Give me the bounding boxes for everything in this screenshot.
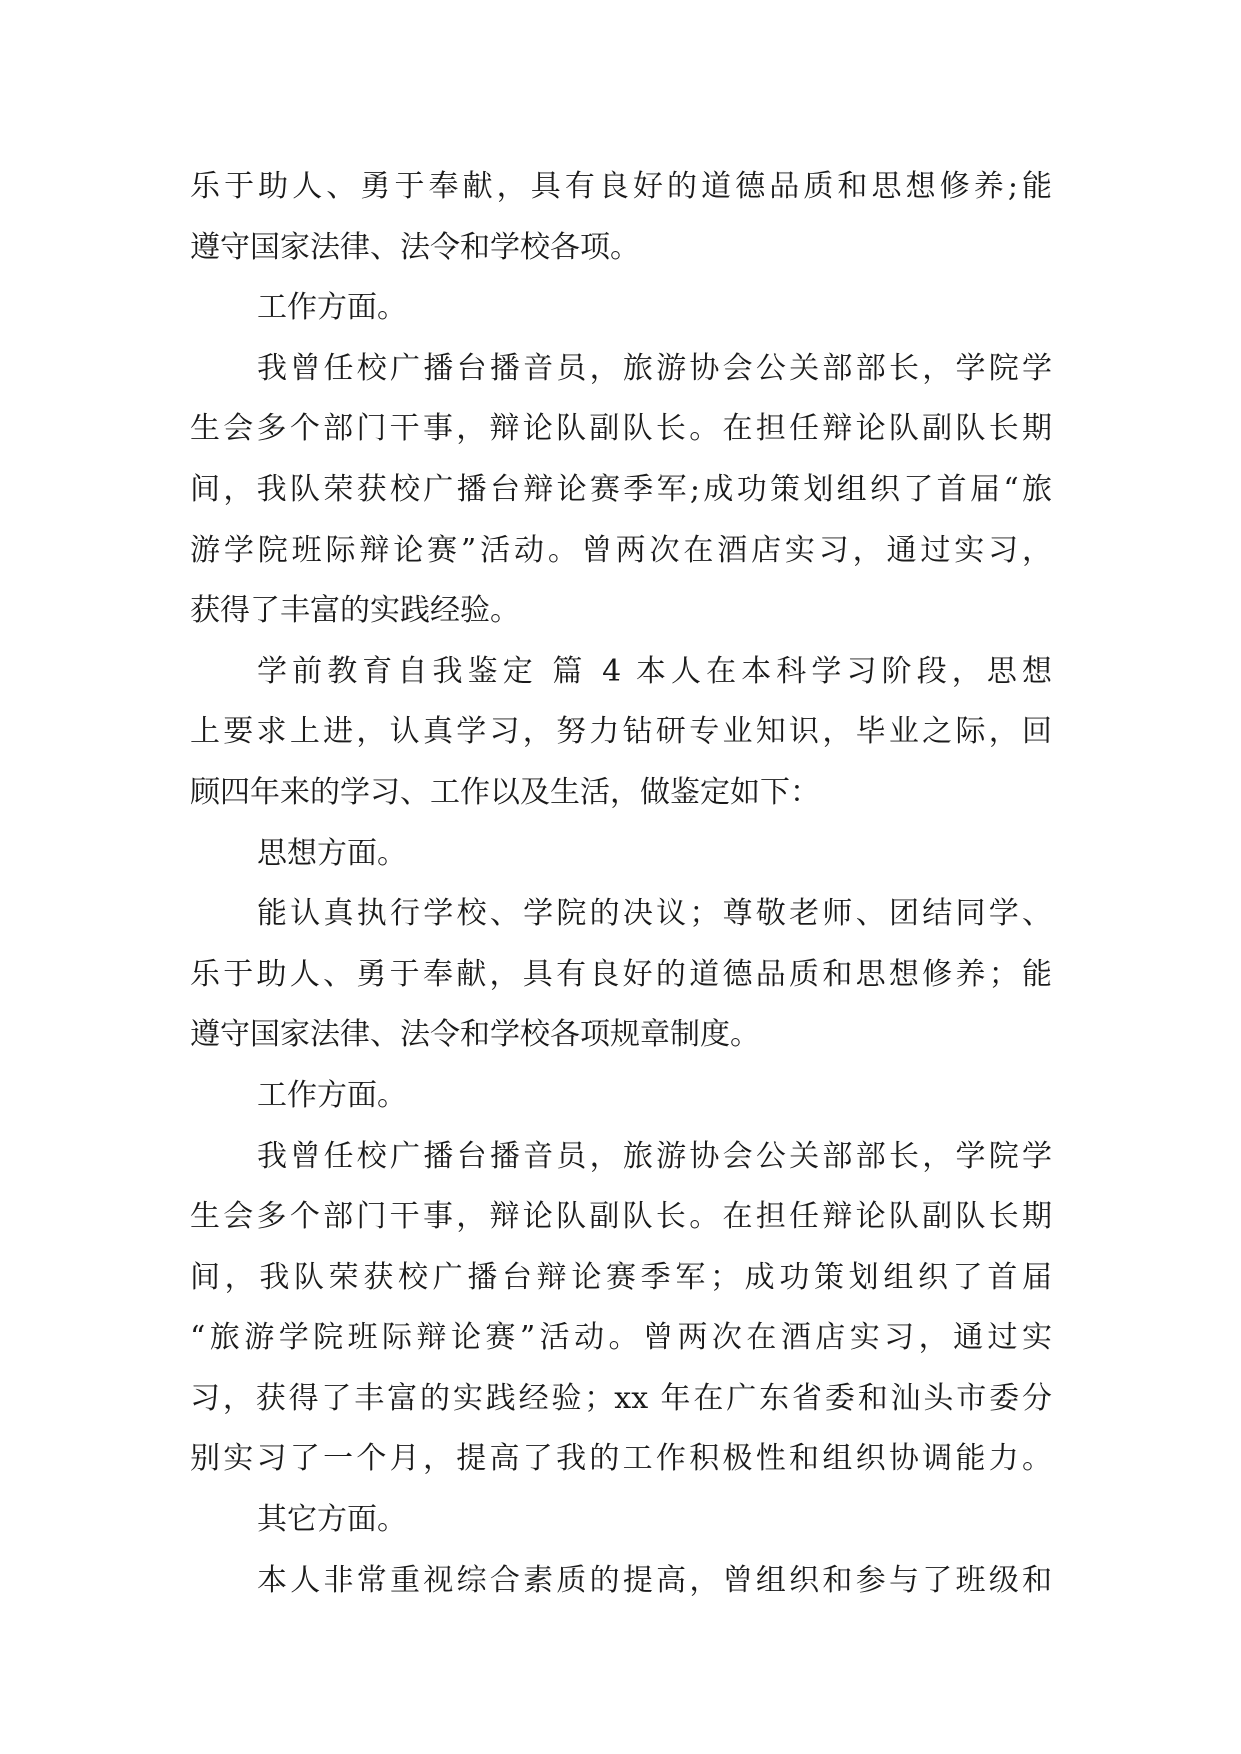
text-line: 获得了丰富的实践经验。 xyxy=(190,593,520,629)
text-line: 顾四年来的学习、工作以及生活，做鉴定如下： xyxy=(190,774,820,810)
text-line: 工作方面。 xyxy=(257,290,407,326)
text-line: 学前教育自我鉴定 篇 4 本人在本科学习阶段，思想 xyxy=(257,653,1052,689)
text-line: 生会多个部门干事，辩论队副队长。在担任辩论队副队长期 xyxy=(190,411,1052,447)
text-line: 游学院班际辩论赛”活动。曾两次在酒店实习，通过实习， xyxy=(190,532,1052,568)
text-line: 遵守国家法律、法令和学校各项规章制度。 xyxy=(190,1017,760,1053)
text-line: 上要求上进，认真学习，努力钻研专业知识，毕业之际，回 xyxy=(190,714,1052,750)
text-line: 乐于助人、勇于奉献，具有良好的道德品质和思想修养；能 xyxy=(190,956,1052,992)
text-line: 习，获得了丰富的实践经验；xx 年在广东省委和汕头市委分 xyxy=(190,1380,1052,1416)
text-line: 其它方面。 xyxy=(257,1502,407,1538)
text-line: 能认真执行学校、学院的决议；尊敬老师、团结同学、 xyxy=(257,896,1052,932)
text-line: 思想方面。 xyxy=(257,835,407,871)
text-line: 间，我队荣获校广播台辩论赛季军；成功策划组织了首届 xyxy=(190,1259,1052,1295)
text-line: 乐于助人、勇于奉献，具有良好的道德品质和思想修养;能 xyxy=(190,169,1052,204)
text-line: 别实习了一个月，提高了我的工作积极性和组织协调能力。 xyxy=(190,1441,1052,1477)
text-line: 遵守国家法律、法令和学校各项。 xyxy=(190,229,640,265)
text-line: “旅游学院班际辩论赛”活动。曾两次在酒店实习，通过实 xyxy=(190,1320,1052,1356)
document-body xyxy=(190,157,1052,1611)
text-line: 本人非常重视综合素质的提高，曾组织和参与了班级和 xyxy=(257,1562,1052,1598)
text-line: 我曾任校广播台播音员，旅游协会公关部部长，学院学 xyxy=(257,1138,1052,1174)
text-line: 我曾任校广播台播音员，旅游协会公关部部长，学院学 xyxy=(257,350,1052,386)
text-line: 工作方面。 xyxy=(257,1077,407,1113)
text-line: 间，我队荣获校广播台辩论赛季军;成功策划组织了首届“旅 xyxy=(190,471,1052,507)
text-line: 生会多个部门干事，辩论队副队长。在担任辩论队副队长期 xyxy=(190,1199,1052,1235)
